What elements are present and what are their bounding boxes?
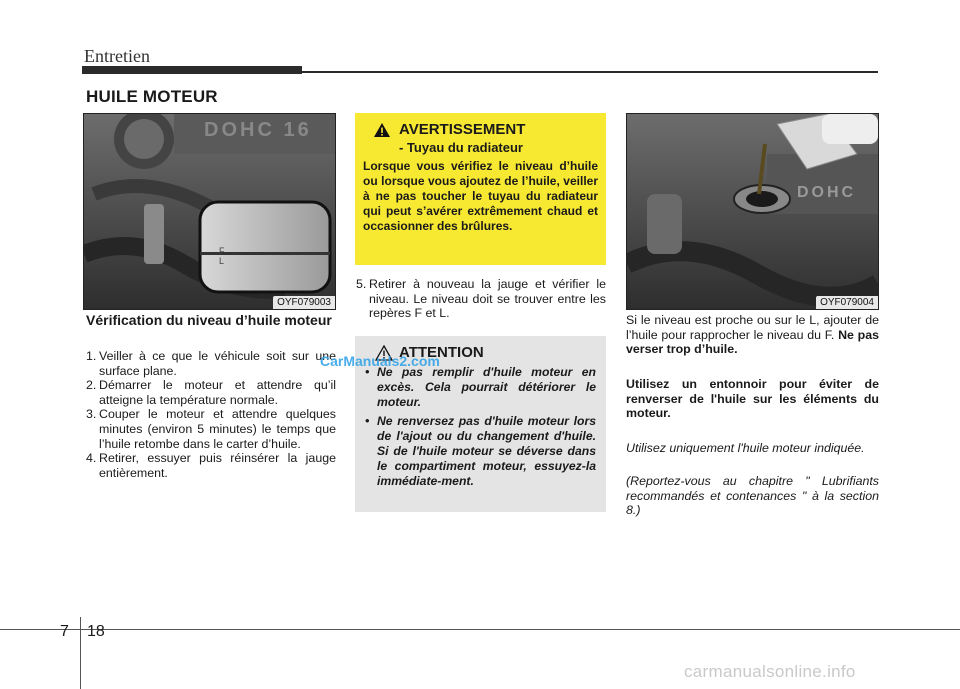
paragraph: Si le niveau est proche ou sur le L, ajouter de l’huile pour rapprocher le niveau du F. Ne pas verser trop d’huile.	[626, 313, 879, 357]
oil-filling-photo	[626, 113, 879, 310]
section-name: Entretien	[84, 46, 150, 66]
warning-box	[355, 113, 606, 265]
procedure-steps	[86, 349, 336, 480]
paragraph: (Reportez-vous au chapitre " Lubrifiants recommandés et contenances " à la section 8.)	[626, 474, 879, 518]
warning-body: Lorsque vous vérifiez le niveau d’huile ou lorsque vous ajoutez de l’huile, veiller à ne pas toucher le tuyau du radiateur qui peut s’avérer extrêmement chaud et occasionner des brûlures.	[363, 159, 598, 233]
step-item: 4. Retirer, essuyer puis réinsérer la jauge entièrement.	[86, 451, 336, 480]
paragraph: Utilisez uniquement l'huile moteur indiquée.	[626, 441, 865, 455]
warning-title: AVERTISSEMENT	[399, 121, 526, 138]
footer-rule	[0, 629, 960, 630]
engine-cover-text: DOHC 16	[204, 119, 312, 141]
photo-code: OYF079004	[816, 296, 878, 309]
step-item: 5. Retirer à nouveau la jauge et vérifier le niveau. Le niveau doit se trouver entre les repères F et L.	[356, 277, 606, 321]
step-item: 1. Veiller à ce que le véhicule soit sur une surface plane.	[86, 349, 336, 378]
page-title: HUILE MOTEUR	[86, 87, 218, 106]
watermark: carmanualsonline.info	[684, 662, 856, 681]
header-bar	[82, 66, 302, 74]
engine-dipstick-photo	[83, 113, 336, 310]
step-item: 3. Couper le moteur et attendre quelques minutes (environ 5 minutes) le temps que l’huile retombe dans le carter d’huile.	[86, 407, 336, 451]
step-item: 2. Démarrer le moteur et attendre qu’il atteigne la température normale.	[86, 378, 336, 407]
page-number: 18	[87, 623, 105, 640]
attention-list	[365, 365, 596, 489]
watermark-top: CarManuals2.com	[320, 353, 440, 369]
warning-triangle-icon	[373, 122, 391, 138]
engine-dipstick-illustration	[84, 114, 335, 309]
attention-item: • Ne renversez pas d'huile moteur lors de l'ajout ou du changement d'huile. Si de l'huile moteur se déverse dans le compartiment moteur, essuyez-la immédiate-ment.	[365, 414, 596, 488]
attention-title: ATTENTION	[399, 344, 484, 361]
engine-cover-text: DOHC	[797, 184, 857, 201]
oil-pouring-illustration	[627, 114, 878, 309]
section-subheading: Vérification du niveau d’huile moteur	[86, 312, 332, 328]
dipstick-marks: F L	[219, 246, 265, 266]
header-rule	[302, 71, 878, 73]
chapter-number: 7	[60, 623, 69, 640]
attention-item: • Ne pas remplir d'huile moteur en excès. Cela pourrait détériorer le moteur.	[365, 365, 596, 409]
footer-divider	[80, 617, 81, 689]
warning-subtitle: - Tuyau du radiateur	[399, 140, 523, 155]
photo-code: OYF079003	[273, 296, 335, 309]
paragraph: Utilisez un entonnoir pour éviter de renverser de l'huile sur les éléments du moteur.	[626, 377, 879, 421]
